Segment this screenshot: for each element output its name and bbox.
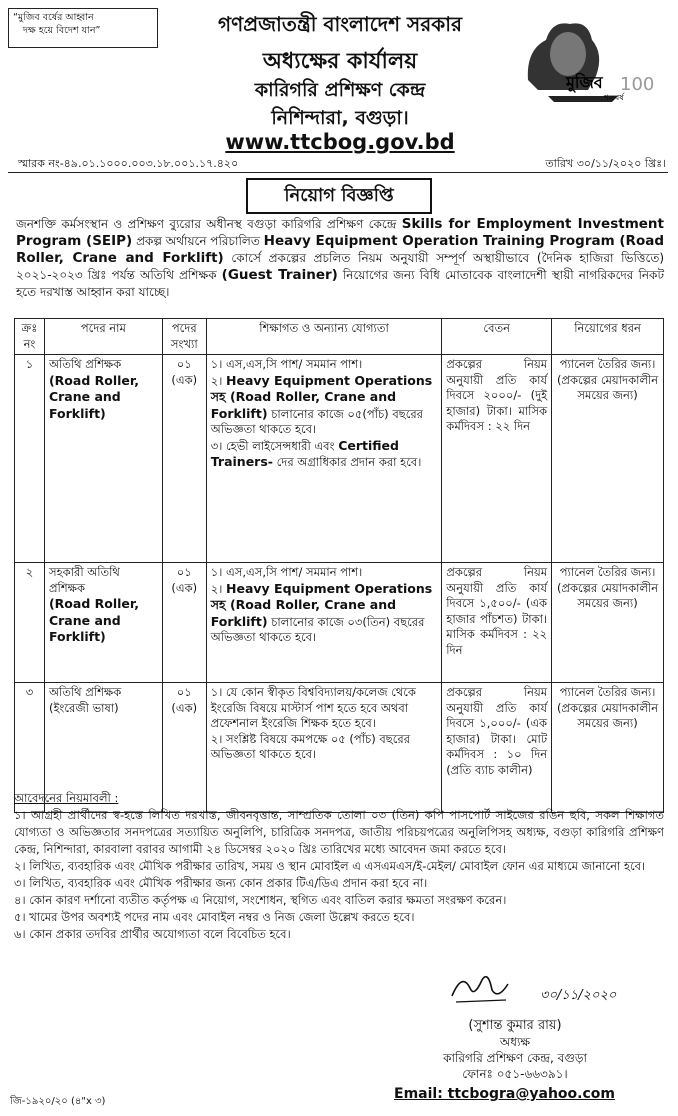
memo-number: স্মারক নং-৪৯.০১.১০০০.০০৩.১৮.০০১.১৭.৪২০ xyxy=(18,157,239,170)
issue-date: তারিখ ৩০/১১/২০২০ খ্রিঃ। xyxy=(545,157,666,170)
col-post: পদের নাম xyxy=(44,319,162,355)
rules-heading: আবেদনের নিয়মাবলী : xyxy=(14,791,119,805)
logo-sub: শতবর্ষ xyxy=(604,93,624,102)
logo-text: মুজিব xyxy=(566,73,603,92)
rule-item: ৩। লিখিত, ব্যবহারিক এবং মৌখিক পরীক্ষার জন্য কোন প্রকার টিএ/ডিএ প্রদান করা হবে না। xyxy=(14,876,428,890)
signatory-name: (সুশান্ত কুমার রায়) xyxy=(468,1018,562,1033)
signatory-block xyxy=(380,1018,650,1082)
col-salary: বেতন xyxy=(442,319,552,355)
application-rules xyxy=(14,790,664,943)
government-name: গণপ্রজাতন্ত্রী বাংলাদেশ সরকার xyxy=(218,12,462,36)
office-name: অধ্যক্ষের কার্যালয় xyxy=(262,49,418,74)
center-location: নিশিন্দারা, বগুড়া। xyxy=(271,107,409,129)
notice-title: নিয়োগ বিজ্ঞপ্তি xyxy=(246,178,432,214)
website-link[interactable]: www.ttcbog.gov.bd xyxy=(225,130,455,154)
contact-email[interactable]: Email: ttcbogra@yahoo.com xyxy=(394,1086,615,1102)
publication-code: জি-১৯২০/২০ (৪"x ৩) xyxy=(10,1096,106,1107)
vacancy-table xyxy=(14,318,664,813)
col-serial: ক্রঃ নং xyxy=(15,319,45,355)
rule-item: ৬। কোন প্রকার তদবির প্রার্থীর অযোগ্যতা বলে বিবেচিত হবে। xyxy=(14,927,291,941)
signatory-phone: ফোনঃ ০৫১-৬৬৩৯১। xyxy=(462,1067,568,1081)
table-row: ৩ অতিথি প্রশিক্ষক (ইংরেজী ভাষা) ০১ (এক) ১। যে কোন স্বীকৃত বিশ্ববিদ্যালয়/কলেজ থেকে ইংরেজি বিষয়ে মাস্টার্স পাশ হতে হবে অথবা প্রফেশনাল ইংরেজি শিক্ষক হতে হবে। ২। সংশ্লিষ্ট বিষয়ে কমপক্ষে ০৫ (পাঁচ) বছরের অভিজ্ঞতা থাকতে হবে। প্রকল্পের নিয়ম অনুযায়ী প্রতি কার্য দিবসে ১,০০০/- (এক হাজার) টাকা। মোট কর্মদিবস : ১০ দিন (প্রতি ব্যাচ কালীন) প্যানেল তৈরির জন্য। (প্রকল্পের মেয়াদকালীন সময়ের জন্য) xyxy=(15,683,664,813)
logo-number: 100 xyxy=(620,74,655,95)
col-qualification: শিক্ষাগত ও অন্যান্য যোগ্যতা xyxy=(206,319,442,355)
col-count: পদের সংখ্যা xyxy=(162,319,206,355)
table-row: ১ অতিথি প্রশিক্ষক (Road Roller, Crane and Forklift) ০১ (এক) ১। এস,এস,সি পাশ/ সমমান পাশ। ২। Heavy Equipment Operations সহ (Road Roller, Crane and Forklift) চালানোর কাজে ০৫(পাঁচ) বছরের অভিজ্ঞতা থাকতে হবে। ৩। হেভী লাইসেন্সধারী এবং Certified Trainers- দের অগ্রাধিকার প্রদান করা হবে। প্রকল্পের নিয়ম অনুযায়ী প্রতি কার্য দিবসে ২০০০/- (দুই হাজার) টাকা। মাসিক কর্মদিবস : ২২ দিন প্যানেল তৈরির জন্য। (প্রকল্পের মেয়াদকালীন সময়ের জন্য) xyxy=(15,355,664,563)
signature-date: ৩০/১১/২০২০ xyxy=(540,988,617,1003)
col-type: নিয়োগের ধরন xyxy=(552,319,664,355)
header-divider xyxy=(8,172,668,173)
center-name: কারিগরি প্রশিক্ষণ কেন্দ্র xyxy=(254,79,426,101)
slogan-line-2: দক্ষ হয়ে বিদেশ যান” xyxy=(23,25,101,36)
table-header-row xyxy=(15,319,664,355)
rule-item: ১। আগ্রহী প্রার্থীদের স্ব-হস্তে লিখিত দরখাস্ত, জীবনবৃত্তান্ত, সাম্প্রতিক তোলা ০৩ (তিন) কপি পাসপোর্ট সাইজের রঙিন ছবি, সকল শিক্ষাগত যোগ্যতা ও অভিজ্ঞতার সনদপত্রের সত্যায়িত অনুলিপি, চারিত্রিক সনদপত্র, জাতীয় পরিচয়পত্রের অনুলিপিসহ অধ্যক্ষ, বগুড়া কারিগরি প্রশিক্ষণ কেন্দ্র, নিশিন্দারা, কারবালা বরাবর আগামী ২৪ ডিসেম্বর ২০২০ খ্রিঃ তারিখের মধ্যে আবেদন জমা করতে হবে। xyxy=(14,808,664,856)
table-row: ২ সহকারী অতিথি প্রশিক্ষক (Road Roller, Crane and Forklift) ০১ (এক) ১। এস,এস,সি পাশ/ সমমান পাশ। ২। Heavy Equipment Operations সহ (Road Roller, Crane and Forklift) চালানোর কাজে ০৩(তিন) বছরের অভিজ্ঞতা থাকতে হবে। প্রকল্পের নিয়ম অনুযায়ী প্রতি কার্য দিবসে ১,৫০০/- (এক হাজার পাঁচশত) টাকা। মাসিক কর্মদিবস : ২২ দিন প্যানেল তৈরির জন্য। (প্রকল্পের মেয়াদকালীন সময়ের জন্য) xyxy=(15,563,664,683)
rule-item: ৪। কোন কারণ দর্শানো ব্যতীত কর্তৃপক্ষ এ নিয়োগ, সংশোধন, স্থগিত এবং বাতিল করার ক্ষমতা সংরক্ষণ করেন। xyxy=(14,893,507,907)
rule-item: ৫। খামের উপর অবশ্যই পদের নাম এবং মোবাইল নম্বর ও নিজ জেলা উল্লেখ করতে হবে। xyxy=(14,910,415,924)
slogan-box xyxy=(8,8,158,48)
intro-paragraph: জনশক্তি কর্মসংস্থান ও প্রশিক্ষণ ব্যুরোর অধীনস্থ বগুড়া কারিগরি প্রশিক্ষণ কেন্দ্রে Skills for Employment Investment Program (SEIP) প্রকল্প অর্থায়নে পরিচালিত Heavy Equipment Operation Training Program (Road Roller, Crane and Forklift) কোর্সে প্রকল্পের প্রচলিত নিয়ম অনুযায়ী সম্পূর্ণ অস্থায়ীভাবে (দৈনিক হাজিরা ভিত্তিতে) ২০২১-২০২৩ খ্রিঃ পর্যন্ত অতিথি প্রশিক্ষক (Guest Trainer) নিয়োগের জন্য বিধি মোতাবেক বাংলাদেশী স্থায়ী নাগরিকদের নিকট হতে দরখাস্ত আহ্বান করা যাচ্ছে। xyxy=(16,216,664,299)
mujib-100-logo xyxy=(508,10,658,105)
slogan-line-1: “মুজিব বর্ষের আহ্বান xyxy=(13,12,94,23)
signatory-office: কারিগরি প্রশিক্ষণ কেন্দ্র, বগুড়া xyxy=(443,1051,587,1065)
rule-item: ২। লিখিত, ব্যবহারিক এবং মৌখিক পরীক্ষার তারিখ, সময় ও স্থান মোবাইল এ এসএমএস/ই-মেইল/ মোবাইল ফোন এর মাধ্যমে জানানো হবে। xyxy=(14,859,646,873)
signatory-designation: অধ্যক্ষ xyxy=(499,1035,531,1049)
